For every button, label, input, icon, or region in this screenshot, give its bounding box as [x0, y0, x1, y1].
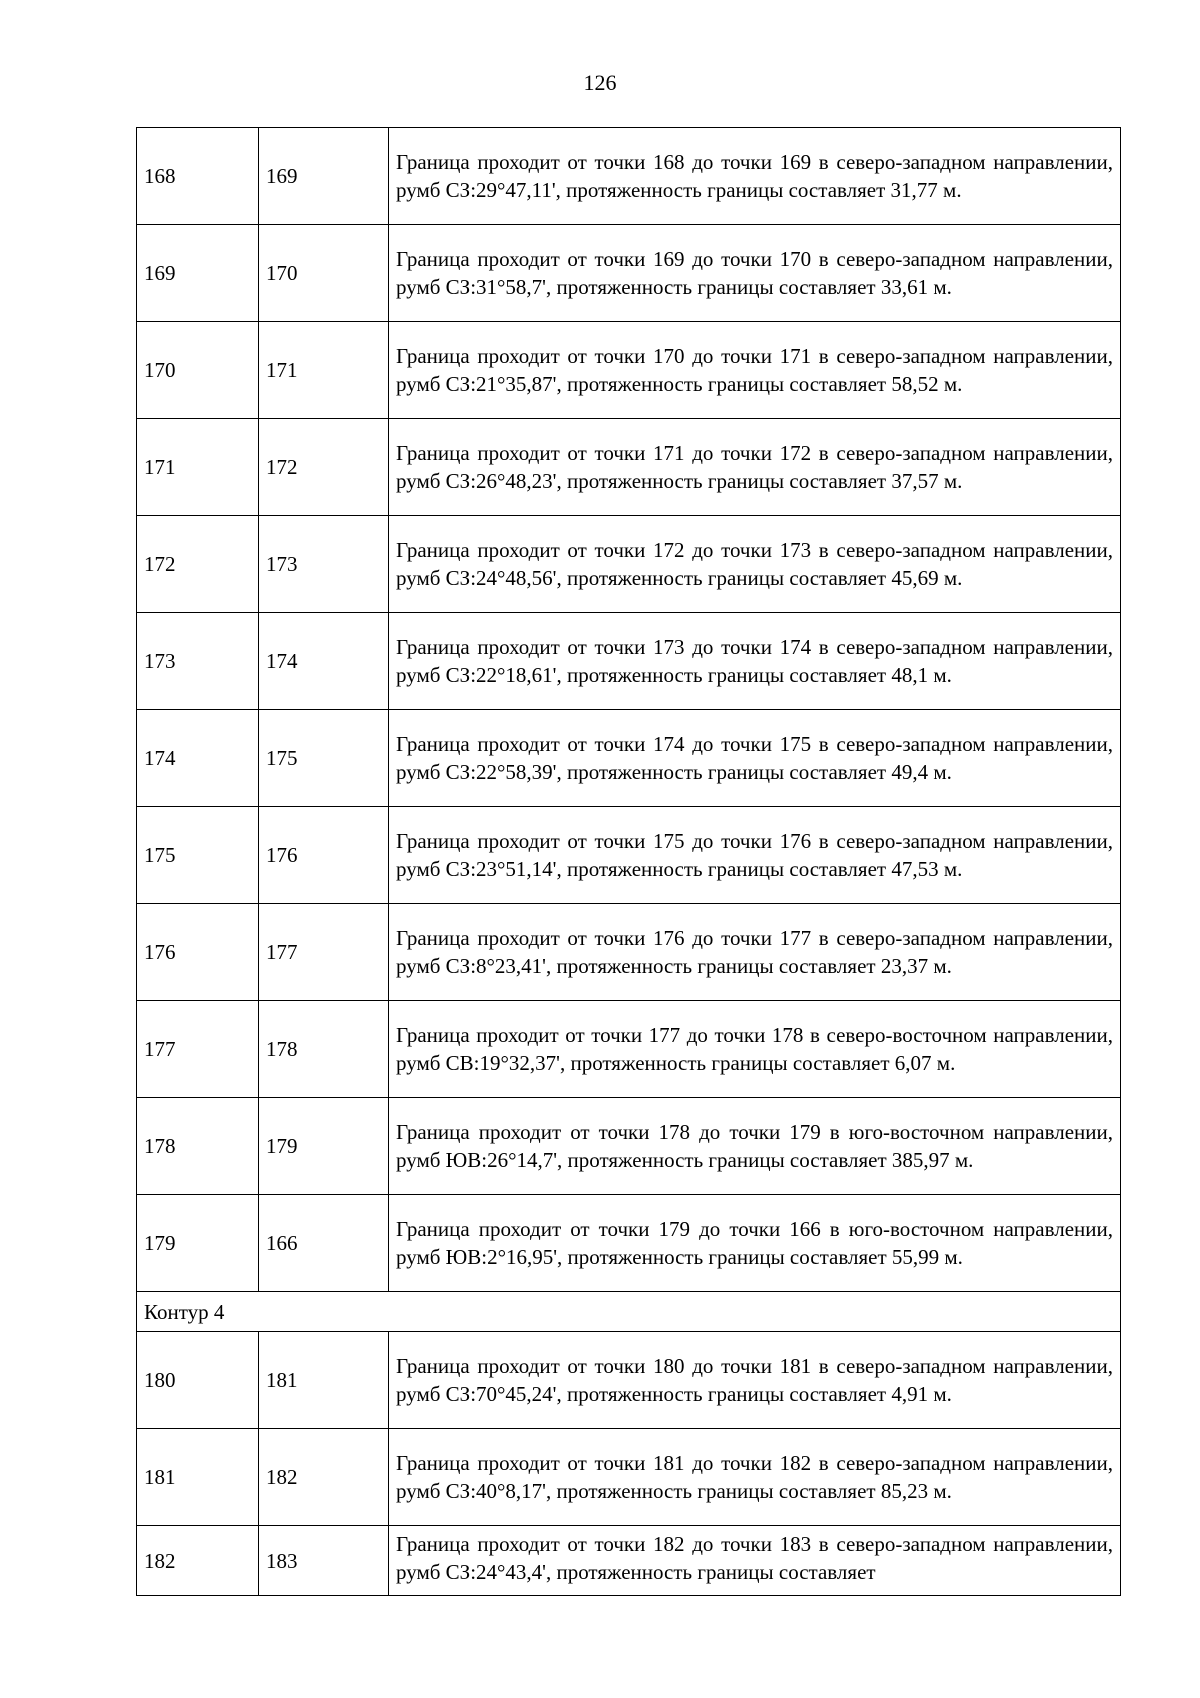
to-point-cell: 171	[259, 322, 389, 419]
to-point-cell: 172	[259, 419, 389, 516]
to-point-cell: 178	[259, 1001, 389, 1098]
to-point-cell: 166	[259, 1195, 389, 1292]
from-point-cell: 182	[137, 1526, 259, 1596]
to-point-cell: 179	[259, 1098, 389, 1195]
description-cell: Граница проходит от точки 179 до точки 166 в юго-восточном направлении, румб ЮВ:2°16,95', протяженность границы составляет 55,99 м.	[389, 1195, 1121, 1292]
description-cell: Граница проходит от точки 177 до точки 178 в северо-восточном направлении, румб СВ:19°32,37', протяженность границы составляет 6,07 м.	[389, 1001, 1121, 1098]
to-point-cell: 175	[259, 710, 389, 807]
to-point-cell: 182	[259, 1429, 389, 1526]
description-cell: Граница проходит от точки 178 до точки 179 в юго-восточном направлении, румб ЮВ:26°14,7', протяженность границы составляет 385,97 м.	[389, 1098, 1121, 1195]
table-row	[137, 322, 1121, 419]
from-point-cell: 168	[137, 128, 259, 225]
contour-label: Контур 4	[137, 1292, 1121, 1332]
table-row	[137, 904, 1121, 1001]
from-point-cell: 181	[137, 1429, 259, 1526]
from-point-cell: 169	[137, 225, 259, 322]
description-cell: Граница проходит от точки 170 до точки 171 в северо-западном направлении, румб СЗ:21°35,87', протяженность границы составляет 58,52 м.	[389, 322, 1121, 419]
to-point-cell: 181	[259, 1332, 389, 1429]
table-row	[137, 1332, 1121, 1429]
table-row	[137, 1098, 1121, 1195]
from-point-cell: 170	[137, 322, 259, 419]
to-point-cell: 173	[259, 516, 389, 613]
table-row	[137, 1429, 1121, 1526]
table-row	[137, 128, 1121, 225]
to-point-cell: 176	[259, 807, 389, 904]
table-row	[137, 807, 1121, 904]
from-point-cell: 174	[137, 710, 259, 807]
table-row	[137, 613, 1121, 710]
table-row	[137, 516, 1121, 613]
from-point-cell: 177	[137, 1001, 259, 1098]
description-cell: Граница проходит от точки 182 до точки 183 в северо-западном направлении, румб СЗ:24°43,4', протяженность границы составляет	[389, 1526, 1121, 1596]
to-point-cell: 174	[259, 613, 389, 710]
from-point-cell: 171	[137, 419, 259, 516]
page-number: 126	[583, 70, 617, 95]
table-row	[137, 710, 1121, 807]
description-cell: Граница проходит от точки 176 до точки 177 в северо-западном направлении, румб СЗ:8°23,41', протяженность границы составляет 23,37 м.	[389, 904, 1121, 1001]
description-cell: Граница проходит от точки 172 до точки 173 в северо-западном направлении, румб СЗ:24°48,56', протяженность границы составляет 45,69 м.	[389, 516, 1121, 613]
description-cell: Граница проходит от точки 175 до точки 176 в северо-западном направлении, румб СЗ:23°51,14', протяженность границы составляет 47,53 м.	[389, 807, 1121, 904]
description-cell: Граница проходит от точки 169 до точки 170 в северо-западном направлении, румб СЗ:31°58,7', протяженность границы составляет 33,61 м.	[389, 225, 1121, 322]
to-point-cell: 183	[259, 1526, 389, 1596]
boundary-table	[136, 127, 1121, 1596]
table-row	[137, 419, 1121, 516]
table-row	[137, 1001, 1121, 1098]
to-point-cell: 177	[259, 904, 389, 1001]
table-row	[137, 225, 1121, 322]
to-point-cell: 169	[259, 128, 389, 225]
description-cell: Граница проходит от точки 168 до точки 169 в северо-западном направлении, румб СЗ:29°47,11', протяженность границы составляет 31,77 м.	[389, 128, 1121, 225]
table-row	[137, 1195, 1121, 1292]
from-point-cell: 176	[137, 904, 259, 1001]
boundary-table-body	[137, 128, 1121, 1596]
contour-header-row	[137, 1292, 1121, 1332]
description-cell: Граница проходит от точки 171 до точки 172 в северо-западном направлении, румб СЗ:26°48,23', протяженность границы составляет 37,57 м.	[389, 419, 1121, 516]
from-point-cell: 172	[137, 516, 259, 613]
from-point-cell: 180	[137, 1332, 259, 1429]
from-point-cell: 173	[137, 613, 259, 710]
from-point-cell: 179	[137, 1195, 259, 1292]
from-point-cell: 178	[137, 1098, 259, 1195]
from-point-cell: 175	[137, 807, 259, 904]
description-cell: Граница проходит от точки 173 до точки 174 в северо-западном направлении, румб СЗ:22°18,61', протяженность границы составляет 48,1 м.	[389, 613, 1121, 710]
description-cell: Граница проходит от точки 174 до точки 175 в северо-западном направлении, румб СЗ:22°58,39', протяженность границы составляет 49,4 м.	[389, 710, 1121, 807]
description-cell: Граница проходит от точки 180 до точки 181 в северо-западном направлении, румб СЗ:70°45,24', протяженность границы составляет 4,91 м.	[389, 1332, 1121, 1429]
to-point-cell: 170	[259, 225, 389, 322]
description-cell: Граница проходит от точки 181 до точки 182 в северо-западном направлении, румб СЗ:40°8,17', протяженность границы составляет 85,23 м.	[389, 1429, 1121, 1526]
table-row	[137, 1526, 1121, 1596]
